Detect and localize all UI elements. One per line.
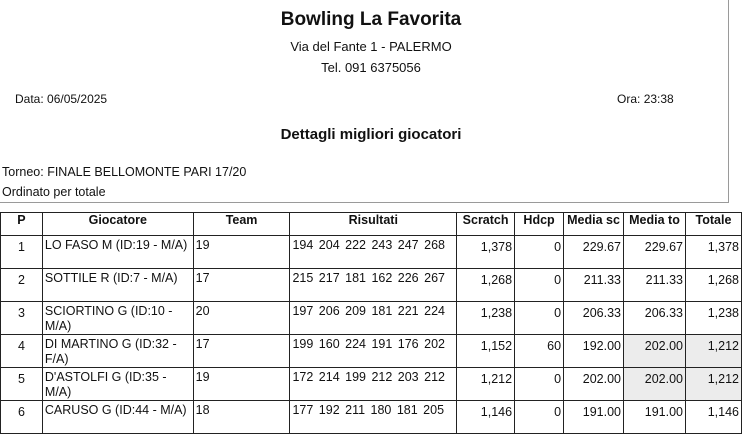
row-results: 199 160 224 191 176 202 (290, 335, 457, 368)
col-header-scratch: Scratch (457, 213, 515, 236)
report-date (15, 92, 107, 106)
row-media-scratch: 191.00 (564, 401, 624, 434)
row-results: 177 192 211 180 181 205 (290, 401, 457, 434)
row-hdcp: 0 (515, 368, 564, 401)
table-row (1, 302, 742, 335)
row-totale: 1,378 (685, 236, 741, 269)
col-header-media-totale: Media to (624, 213, 686, 236)
row-media-totale: 206.33 (624, 302, 686, 335)
row-media-totale: 202.00 (624, 335, 686, 368)
row-player: LO FASO M (ID:19 - M/A) (42, 236, 193, 269)
time-label: Ora: (617, 92, 641, 106)
row-player: SOTTILE R (ID:7 - M/A) (42, 269, 193, 302)
row-player: SCIORTINO G (ID:10 - M/A) (42, 302, 193, 335)
row-position: 5 (1, 368, 43, 401)
venue-address: Via del Fante 1 - PALERMO (290, 39, 452, 54)
row-position: 6 (1, 401, 43, 434)
row-player: DI MARTINO G (ID:32 - F/A) (42, 335, 193, 368)
row-scratch: 1,152 (457, 335, 515, 368)
report-time (617, 92, 674, 106)
row-media-scratch: 202.00 (564, 368, 624, 401)
row-hdcp: 0 (515, 269, 564, 302)
row-hdcp: 0 (515, 302, 564, 335)
row-position: 2 (1, 269, 43, 302)
row-scratch: 1,378 (457, 236, 515, 269)
row-media-totale: 211.33 (624, 269, 686, 302)
row-position: 4 (1, 335, 43, 368)
col-header-totale: Totale (685, 213, 741, 236)
col-header-results: Risultati (290, 213, 457, 236)
row-hdcp: 60 (515, 335, 564, 368)
row-media-totale: 229.67 (624, 236, 686, 269)
table-row (1, 236, 742, 269)
row-team: 19 (193, 236, 290, 269)
table-row (1, 335, 742, 368)
row-hdcp: 0 (515, 401, 564, 434)
sort-order-note: Ordinato per totale (2, 185, 106, 199)
col-header-pos: P (1, 213, 43, 236)
row-media-scratch: 229.67 (564, 236, 624, 269)
row-results: 194 204 222 243 247 268 (290, 236, 457, 269)
row-team: 17 (193, 269, 290, 302)
row-totale: 1,268 (685, 269, 741, 302)
players-table (0, 212, 742, 434)
date-label: Data: (15, 92, 44, 106)
row-media-scratch: 206.33 (564, 302, 624, 335)
row-media-totale: 202.00 (624, 368, 686, 401)
row-scratch: 1,212 (457, 368, 515, 401)
date-value: 06/05/2025 (47, 92, 108, 106)
table-header-row (1, 213, 742, 236)
report-title: Dettagli migliori giocatori (280, 126, 462, 143)
row-results: 172 214 199 212 203 212 (290, 368, 457, 401)
row-media-scratch: 211.33 (564, 269, 624, 302)
row-media-totale: 191.00 (624, 401, 686, 434)
row-scratch: 1,268 (457, 269, 515, 302)
time-value: 23:38 (643, 92, 674, 106)
tournament-label: Torneo: (2, 165, 44, 179)
row-hdcp: 0 (515, 236, 564, 269)
row-totale: 1,212 (685, 368, 741, 401)
tournament-name: FINALE BELLOMONTE PARI 17/20 (47, 165, 247, 179)
row-scratch: 1,238 (457, 302, 515, 335)
col-header-team: Team (193, 213, 290, 236)
row-media-scratch: 192.00 (564, 335, 624, 368)
table-row (1, 269, 742, 302)
col-header-hdcp: Hdcp (515, 213, 564, 236)
row-player: CARUSO G (ID:44 - M/A) (42, 401, 193, 434)
table-row (1, 401, 742, 434)
row-team: 18 (193, 401, 290, 434)
col-header-player: Giocatore (42, 213, 193, 236)
row-results: 215 217 181 162 226 267 (290, 269, 457, 302)
row-results: 197 206 209 181 221 224 (290, 302, 457, 335)
row-position: 3 (1, 302, 43, 335)
row-totale: 1,238 (685, 302, 741, 335)
col-header-media-scratch: Media sc (564, 213, 624, 236)
row-totale: 1,146 (685, 401, 741, 434)
row-team: 19 (193, 368, 290, 401)
tournament-line (2, 165, 246, 179)
venue-name: Bowling La Favorita (280, 9, 462, 30)
row-position: 1 (1, 236, 43, 269)
row-scratch: 1,146 (457, 401, 515, 434)
row-team: 20 (193, 302, 290, 335)
row-team: 17 (193, 335, 290, 368)
venue-phone: Tel. 091 6375056 (321, 60, 421, 75)
table-row (1, 368, 742, 401)
row-player: D'ASTOLFI G (ID:35 - M/A) (42, 368, 193, 401)
row-totale: 1,212 (685, 335, 741, 368)
